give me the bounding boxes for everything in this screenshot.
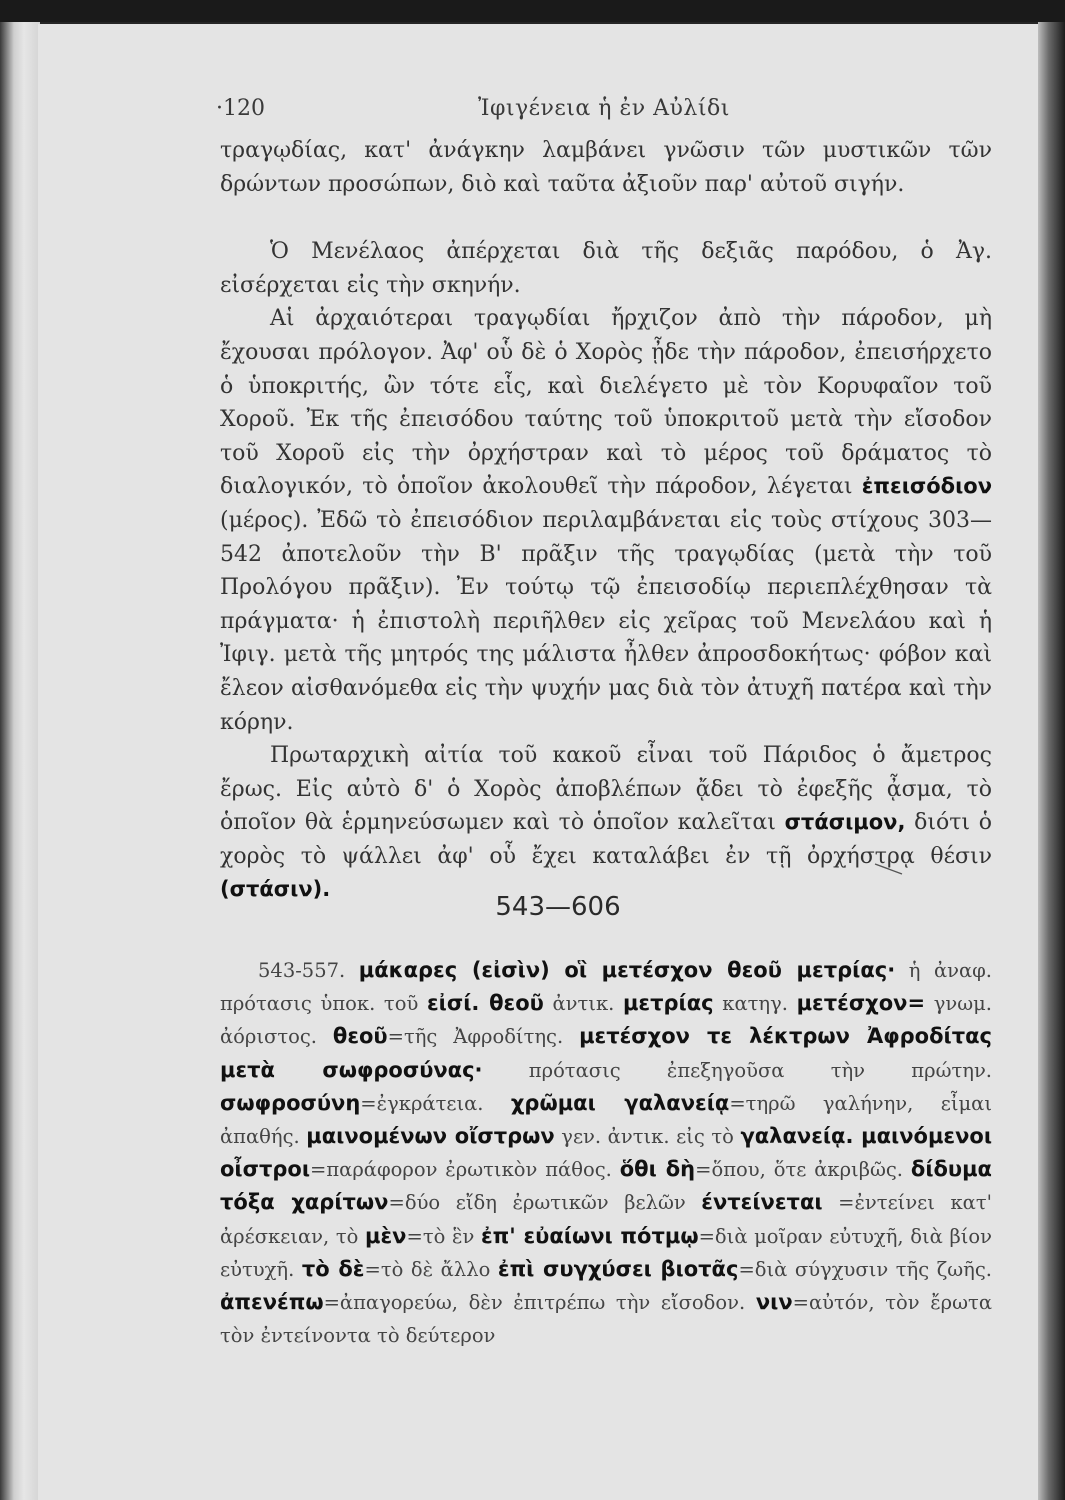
commentary-text: =διὰ σύγχυσιν τῆς ζωῆς. — [738, 1257, 992, 1281]
commentary-term: σωφροσύνη — [220, 1090, 361, 1115]
commentary-text: 543-557. — [258, 959, 359, 982]
paragraph-episode — [220, 302, 992, 739]
commentary-text: κατηγ. — [713, 992, 797, 1016]
commentary-term: μετέσχον= — [796, 991, 926, 1016]
commentary-text: =τὸ ἓν — [406, 1224, 481, 1248]
book-page — [38, 24, 1038, 1500]
commentary-text: =διὰ μοῖραν εὐτυχῆ, διὰ βίον εὐτυχῆ. — [220, 1224, 992, 1281]
commentary-paragraph — [220, 954, 992, 1352]
commentary-text: =τὸ δὲ ἄλλο — [364, 1257, 498, 1281]
commentary-text: γεν. ἀντικ. εἰς τὸ — [554, 1125, 741, 1149]
commentary-text: ἀντικ. — [543, 992, 623, 1016]
commentary-text: =ἀπαγορεύω, δὲν ἐπιτρέπω τὴν εἴσοδον. — [323, 1291, 756, 1315]
commentary-term: χρῶμαι γαλανείᾳ — [510, 1090, 730, 1115]
paragraph-exit: Ὁ Μενέλαος ἀπέρχεται διὰ τῆς δεξιᾶς παρόδου, ὁ Ἀγ. εἰσέρχεται εἰς τὴν σκηνήν. — [220, 239, 992, 298]
commentary-term: ἐπὶ συγχύσει βιοτᾶς — [497, 1256, 739, 1281]
episode-text-2: (μέρος). Ἐδῶ τὸ ἐπεισόδιον περιλαμβάνεται εἰς τοὺς στίχους 303—542 ἀποτελοῦν τὴν Β' πρᾶξιν τῆς τραγῳδίας (μετὰ τὴν τοῦ Προλόγου πρᾶξιν). Ἐν τούτῳ τῷ ἐπεισοδίῳ περιεπλέχθησαν τὰ πράγματα· ἡ ἐπιστολὴ περιῆλθεν εἰς χεῖρας τοῦ Μενελάου καὶ ἡ Ἰφιγ. μετὰ τῆς μητρός της μάλιστα ἦλθεν ἀπροσδοκήτως· φόβον καὶ ἔλεον αἰσθανόμεθα εἰς τὴν ψυχήν μας διὰ τὸν ἀτυχῆ πατέρα καὶ τὴν κόρην. — [220, 507, 992, 735]
commentary-term: δίδυμα τόξα χαρίτων — [220, 1157, 992, 1215]
commentary-term: ἀπενέπω — [220, 1290, 324, 1315]
commentary-text: =δύο εἴδη ἐρωτικῶν βελῶν — [388, 1191, 702, 1215]
commentary-term: θεοῦ — [332, 1024, 388, 1049]
section-heading-text: 543—606 — [495, 892, 621, 922]
stasimon-text-2: διότι ὁ χορὸς τὸ ψάλλει ἀφ' οὗ ἔχει καταλάβει ἐν τῇ ὀρχήστρᾳ θέσιν — [220, 810, 992, 869]
section-heading — [38, 892, 1038, 922]
commentary-term: τὸ δὲ — [301, 1256, 365, 1281]
commentary-term: γαλανείᾳ. μαινόμενοι οἶστροι — [220, 1124, 993, 1182]
commentary-text: =αὐτόν, τὸν ἔρωτα τὸν ἐντείνοντα τὸ δεύτερον — [220, 1291, 992, 1348]
page-number: ·120 — [216, 96, 265, 121]
commentary-text: =τῆς Ἀφροδίτης. — [387, 1025, 580, 1049]
stasimon-text-1: Πρωταρχικὴ αἰτία τοῦ κακοῦ εἶναι τοῦ Πάριδος ὁ ἄμετρος ἔρως. Εἰς αὐτὸ δ' ὁ Χορὸς ἀποβλέπων ᾄδει τὸ ἐφεξῆς ᾆσμα, τὸ ὁποῖον θὰ ἑρμηνεύσωμεν καὶ τὸ ὁποῖον καλεῖται — [220, 743, 992, 836]
pencil-mark — [874, 862, 904, 876]
main-text — [220, 134, 992, 907]
commentary-term: μάκαρες (εἰσὶν) οἳ μετέσχον θεοῦ μετρίας· — [358, 958, 896, 982]
commentary-term: εἰσί. θεοῦ — [426, 991, 544, 1016]
commentary-term: ὅθι δὴ — [619, 1157, 696, 1182]
commentary-term: μετέσχον τε λέκτρων Ἀφροδίτας μετὰ σωφροσύνας· — [220, 1024, 992, 1082]
commentary-text: =ὅπου, ὅτε ἀκριβῶς. — [695, 1158, 911, 1182]
commentary-text: γνωμ. ἀόριστος. — [220, 992, 992, 1049]
commentary-text: =ἐγκράτεια. — [360, 1091, 511, 1115]
page-header — [38, 90, 1038, 126]
commentary-text: =ἐντείνει κατ' ἀρέσκειαν, τὸ — [220, 1191, 992, 1248]
commentary-text: =παράφορον ἐρωτικὸν πάθος. — [310, 1158, 620, 1182]
running-title: Ἰφιγένεια ἡ ἐν Αὐλίδι — [478, 96, 730, 121]
commentary-text: πρότασις ἐπεξηγοῦσα τὴν πρώτην. — [482, 1058, 992, 1082]
commentary-text: =τηρῶ γαλήνην, εἶμαι ἀπαθής. — [220, 1091, 992, 1149]
commentary-term: ἐπ' εὐαίωνι πότμῳ — [480, 1223, 699, 1248]
term-epeisodion: ἐπεισόδιον — [861, 474, 992, 499]
paragraph-intro: τραγῳδίας, κατ' ἀνάγκην λαμβάνει γνῶσιν τῶν μυστικῶν τῶν δρώντων προσώπων, διὸ καὶ ταῦτα ἀξιοῦν παρ' αὐτοῦ σιγήν. — [220, 138, 992, 197]
commentary-term: μὲν — [365, 1223, 407, 1248]
commentary-term: νιν — [755, 1290, 793, 1315]
commentary-text: ἡ ἀναφ. πρότασις ὑποκ. τοῦ — [220, 959, 992, 1016]
commentary-term: μαινομένων οἴστρων — [306, 1124, 555, 1149]
page-gutter-right — [1038, 22, 1065, 1500]
commentary-term: μετρίας — [622, 991, 714, 1016]
term-stasin: (στάσιν). — [220, 877, 331, 902]
paragraph-stasimon — [220, 739, 992, 907]
page-stack-left — [0, 22, 40, 1500]
term-stasimon: στάσιμον, — [784, 810, 906, 835]
commentary — [220, 954, 992, 1352]
commentary-term: έντείνεται — [701, 1190, 823, 1215]
episode-text-1: Αἱ ἀρχαιότεραι τραγῳδίαι ἤρχιζον ἀπὸ τὴν πάροδον, μὴ ἔχουσαι πρόλογον. Ἀφ' οὗ δὲ ὁ Χορὸς ᾖδε τὴν πάροδον, ἐπεισήρχετο ὁ ὑποκριτής, ὢν τότε εἷς, καὶ διελέγετο μὲ τὸν Κορυφαῖον τοῦ Χοροῦ. Ἐκ τῆς ἐπεισόδου ταύτης τοῦ ὑποκριτοῦ μετὰ τὴν εἴσοδον τοῦ Χοροῦ εἰς τὴν ὀρχήστραν καὶ τὸ μέρος τοῦ δράματος τὸ διαλογικόν, τὸ ὁποῖον ἀκολουθεῖ τὴν πάροδον, λέγεται — [220, 306, 992, 500]
